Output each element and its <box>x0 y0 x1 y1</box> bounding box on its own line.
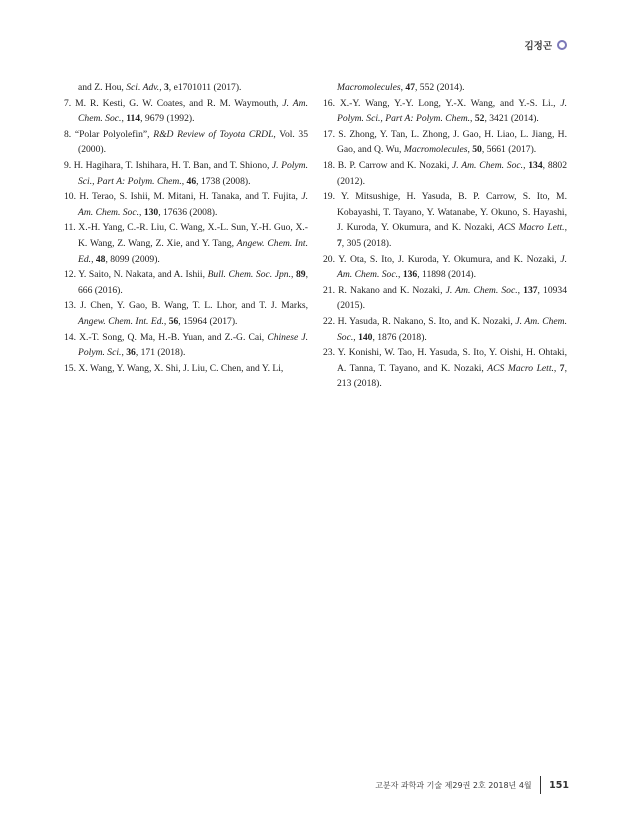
reference-number: 10. <box>64 191 80 203</box>
reference-number: 14. <box>64 331 80 343</box>
reference-text: , 171 (2018). <box>135 347 186 359</box>
reference-item <box>323 127 567 158</box>
journal-info: 고분자 과학과 기술 제29권 2호 2018년 4월 <box>375 780 532 790</box>
reference-text: , <box>523 159 529 171</box>
reference-text: X. Wang, Y. Wang, X. Shi, J. Liu, C. Chen, and Y. Li, <box>78 362 284 374</box>
journal-name: Bull. Chem. Soc. Jpn. <box>207 269 291 281</box>
reference-text: , <box>121 347 127 359</box>
reference-text: , <box>181 175 187 187</box>
reference-item <box>64 361 308 377</box>
reference-text: , <box>121 113 127 125</box>
reference-text: , <box>564 222 567 234</box>
volume-number: 48 <box>95 253 106 265</box>
reference-item <box>323 283 567 314</box>
reference-text: X.-Y. Wang, Y.-Y. Long, Y.-X. Wang, and Y.-S. Li., <box>339 97 561 109</box>
reference-text: , <box>163 315 169 327</box>
reference-text: , <box>400 82 406 93</box>
volume-number: 140 <box>358 331 373 343</box>
references-left-column <box>64 80 308 376</box>
volume-number: 114 <box>126 113 141 125</box>
journal-name: J. Polym. Sci., Part A: Polym. Chem. <box>337 97 568 125</box>
volume-number: 52 <box>474 113 485 125</box>
author-name: 김정곤 <box>524 41 552 52</box>
reference-text: H. Terao, S. Ishii, M. Mitani, H. Tanaka, and T. Fujita, <box>79 191 302 203</box>
reference-text: , Vol. 35 (2000). <box>78 128 309 156</box>
reference-item <box>64 158 308 189</box>
volume-number: 134 <box>528 159 543 171</box>
reference-text: and Z. Hou, <box>78 82 127 93</box>
reference-text: , 11898 (2014). <box>417 269 477 281</box>
reference-text: , <box>398 269 403 281</box>
reference-text: , <box>470 113 475 125</box>
reference-item <box>323 189 567 251</box>
reference-text: , 17636 (2008). <box>158 206 218 218</box>
reference-number: 7. <box>64 97 76 109</box>
reference-text: , 8099 (2009). <box>105 253 160 265</box>
running-header <box>524 38 567 52</box>
reference-item <box>323 345 567 392</box>
volume-number: 50 <box>472 144 482 156</box>
reference-number: 15. <box>64 362 79 374</box>
reference-text: X.-H. Yang, C.-R. Liu, C. Wang, X.-L. Sun, Y.-H. Guo, X.-K. Wang, Z. Wang, Z. Xie, and Y. Tang, <box>78 222 308 249</box>
journal-name: Chinese J. Polym. Sci. <box>78 331 308 359</box>
reference-number: 20. <box>323 253 339 265</box>
volume-number: 47 <box>405 82 415 93</box>
journal-name: Angew. Chem. Int. Ed. <box>78 237 308 265</box>
reference-text: , e1701011 (2017). <box>168 82 242 93</box>
circle-bullet-icon <box>557 40 567 50</box>
reference-item <box>64 220 308 267</box>
reference-text: , 15964 (2017). <box>178 315 238 327</box>
reference-number: 16. <box>323 97 340 109</box>
reference-text: R. Nakano and K. Nozaki, <box>338 284 446 296</box>
volume-number: 36 <box>126 347 136 359</box>
journal-name: J. Am. Chem. Soc. <box>452 159 524 171</box>
reference-item <box>323 80 567 96</box>
reference-number: 11. <box>64 222 79 234</box>
reference-item <box>323 158 567 189</box>
volume-number: 137 <box>523 284 538 296</box>
reference-item <box>64 267 308 298</box>
volume-number: 56 <box>168 315 179 327</box>
journal-name: Macromolecules <box>403 144 468 156</box>
volume-number: 7 <box>559 362 565 374</box>
journal-name: J. Am. Chem. Soc. <box>78 191 308 218</box>
reference-item <box>64 96 308 127</box>
reference-number: 12. <box>64 269 79 281</box>
reference-text: “Polar Polyolefin”, <box>74 128 154 140</box>
reference-text: , 8802 (2012). <box>337 159 568 187</box>
journal-name: J. Polym. Sci., Part A: Polym. Chem. <box>78 159 309 187</box>
reference-number: 13. <box>64 300 81 312</box>
reference-number: 18. <box>323 159 338 171</box>
page-number: 151 <box>549 779 569 791</box>
reference-text: , 552 (2014). <box>414 82 465 93</box>
reference-text: , <box>291 269 296 281</box>
reference-text: H. Yasuda, R. Nakano, S. Ito, and K. Nozaki, <box>337 315 516 327</box>
footer-divider <box>540 776 542 794</box>
reference-text: , <box>467 144 473 156</box>
references-right-column <box>323 80 567 392</box>
reference-text: , 1876 (2018). <box>372 331 427 343</box>
reference-text: B. P. Carrow and K. Nozaki, <box>337 159 452 171</box>
reference-number: 9. <box>64 159 74 171</box>
reference-text: M. R. Kesti, G. W. Coates, and R. M. Waymouth, <box>75 97 283 109</box>
reference-number: 17. <box>323 128 339 140</box>
reference-text: , <box>517 284 524 296</box>
volume-number: 89 <box>296 269 306 281</box>
reference-text: X.-T. Song, Q. Ma, H.-B. Yuan, and Z.-G. Cai, <box>79 331 268 343</box>
reference-text: , 10934 (2015). <box>337 284 568 312</box>
reference-number: 23. <box>323 347 338 359</box>
reference-text: , 3421 (2014). <box>484 113 539 125</box>
reference-text: , <box>553 362 560 374</box>
reference-item <box>64 298 308 329</box>
reference-text: Y. Konishi, W. Tao, H. Yasuda, S. Ito, Y. Oishi, H. Ohtaki, A. Tanna, T. Tayano, and K. Nozaki, <box>337 347 567 374</box>
journal-name: J. Am. Chem. Soc. <box>337 315 568 343</box>
journal-name: J. Am. Chem. Soc. <box>445 284 518 296</box>
reference-text: , 9679 (1992). <box>140 113 195 125</box>
reference-number: 8. <box>64 128 75 140</box>
reference-item <box>323 96 567 127</box>
journal-name: J. Am. Chem. Soc. <box>337 253 567 281</box>
reference-item <box>64 189 308 220</box>
reference-text: Y. Ota, S. Ito, J. Kuroda, Y. Okumura, and K. Nozaki, <box>338 253 561 265</box>
reference-text: , <box>91 253 96 265</box>
volume-number: 136 <box>402 269 418 281</box>
reference-item <box>323 314 567 345</box>
reference-item <box>64 127 308 158</box>
reference-text: , <box>159 82 164 93</box>
reference-text: , 5661 (2017). <box>481 144 537 156</box>
journal-name: Sci. Adv. <box>126 82 160 93</box>
reference-text: , 213 (2018). <box>337 362 567 390</box>
reference-text: Y. Mitsushige, H. Yasuda, B. P. Carrow, S. Ito, M. Kobayashi, T. Tayano, Y. Watanabe, Y. Okuno, S. Hayashi, J. Kuroda, Y. Okumura, and K. Nozaki, <box>337 191 567 234</box>
reference-item <box>64 80 308 96</box>
reference-text: S. Zhong, Y. Tan, L. Zhong, J. Gao, H. Liao, L. Jiang, H. Gao, and Q. Wu, <box>337 128 567 156</box>
reference-item <box>64 330 308 361</box>
journal-name: ACS Macro Lett. <box>487 362 554 374</box>
reference-item <box>323 252 567 283</box>
journal-name: J. Am. Chem. Soc. <box>78 97 308 125</box>
journal-name: Macromolecules <box>337 82 401 93</box>
reference-text: , 666 (2016). <box>78 269 308 296</box>
reference-text: Y. Saito, N. Nakata, and A. Ishii, <box>78 269 208 281</box>
reference-number: 21. <box>323 284 339 296</box>
reference-text: , <box>139 206 144 218</box>
reference-number: 19. <box>323 191 341 203</box>
journal-name: ACS Macro Lett. <box>498 222 565 234</box>
running-footer <box>375 776 569 794</box>
reference-text: , 1738 (2008). <box>196 175 251 187</box>
journal-name: R&D Review of Toyota CRDL <box>153 128 274 140</box>
journal-name: Angew. Chem. Int. Ed. <box>78 315 164 327</box>
volume-number: 3 <box>163 82 169 93</box>
reference-text: , 305 (2018). <box>341 237 392 249</box>
reference-text: , <box>353 331 359 343</box>
reference-number: 22. <box>323 315 338 327</box>
volume-number: 7 <box>337 237 342 249</box>
volume-number: 46 <box>186 175 197 187</box>
reference-text: H. Hagihara, T. Ishihara, H. T. Ban, and T. Shiono, <box>73 159 272 171</box>
reference-text: J. Chen, Y. Gao, B. Wang, T. L. Lhor, and T. J. Marks, <box>80 300 309 312</box>
volume-number: 130 <box>143 206 159 218</box>
